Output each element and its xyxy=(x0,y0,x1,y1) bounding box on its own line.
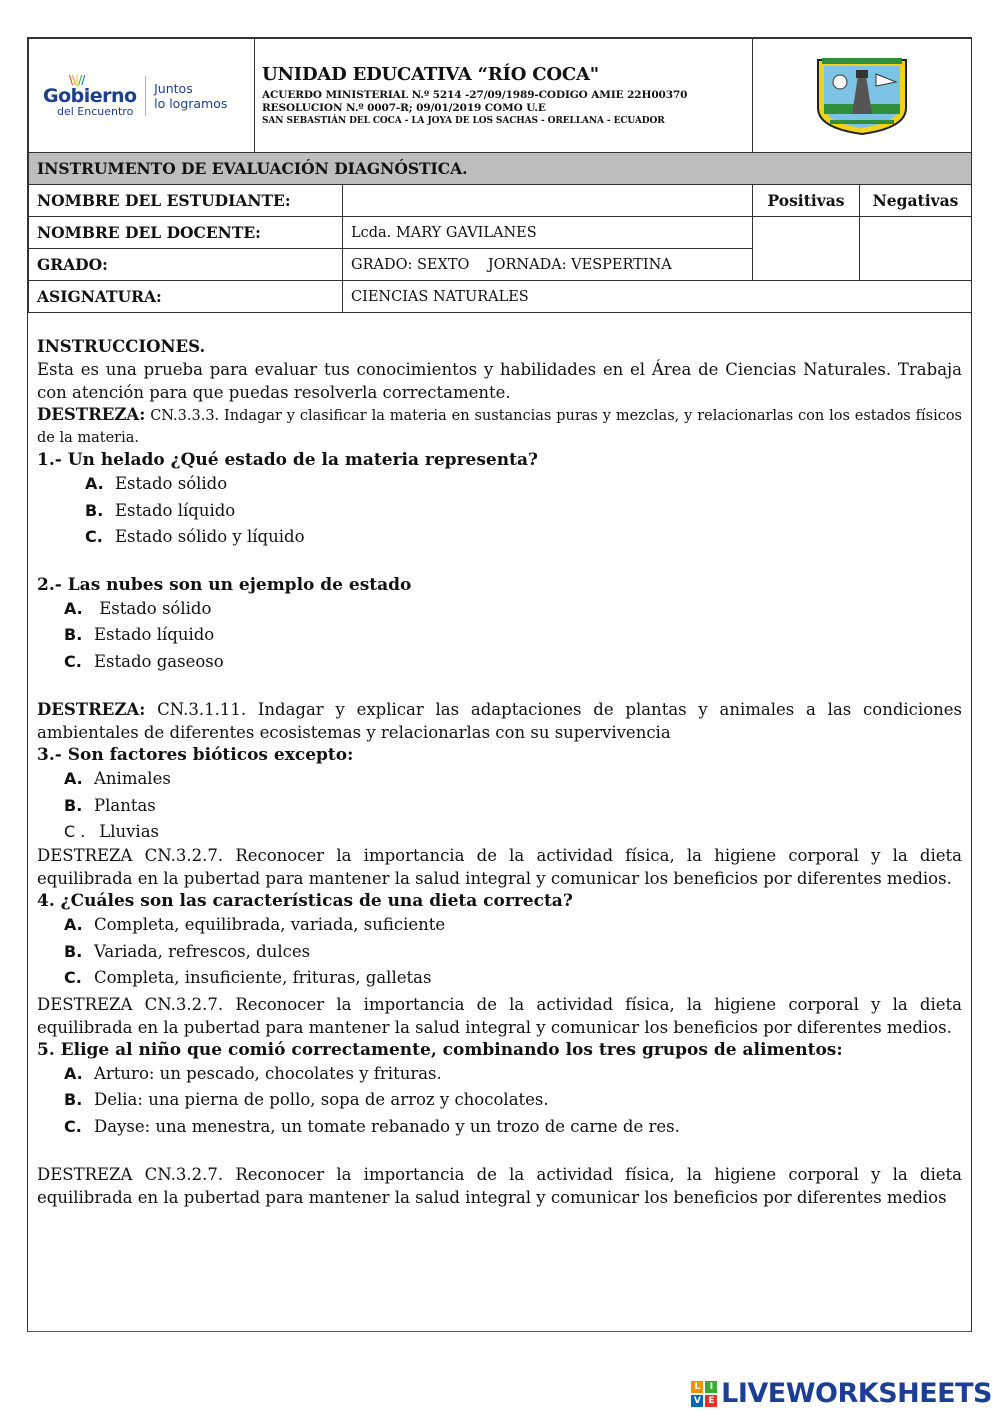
option-text: Plantas xyxy=(94,795,156,815)
gov-word: Gobierno xyxy=(43,84,137,107)
option-letter: B. xyxy=(85,500,104,520)
worksheet xyxy=(27,37,972,1332)
instrument-title: INSTRUMENTO DE EVALUACIÓN DIAGNÓSTICA. xyxy=(29,153,972,185)
option-text: Estado sólido xyxy=(94,598,212,618)
slogan-line-2: lo logramos xyxy=(154,95,228,111)
option-letter: A. xyxy=(64,1063,83,1083)
grade-value: GRADO: SEXTO JORNADA: VESPERTINA xyxy=(343,249,753,281)
q3-option-c[interactable] xyxy=(37,820,962,844)
option-text: Estado líquido xyxy=(94,625,215,644)
subject-label: ASIGNATURA: xyxy=(29,281,343,313)
option-letter: C. xyxy=(64,651,82,671)
negative-score-field[interactable] xyxy=(860,217,972,281)
option-letter: C . xyxy=(64,822,86,841)
destreza-3: DESTREZA CN.3.2.7. Reconocer la importancia de la actividad física, la higiene corporal y la dieta equilibrada en la pubertad para mantener la salud integral y comunicar los beneficios por diferentes medios. xyxy=(37,846,962,888)
logo-block: L xyxy=(691,1381,703,1393)
q4-option-b[interactable] xyxy=(37,940,962,967)
question-5: 5. Elige al niño que comió correctamente, combinando los tres grupos de alimentos: xyxy=(37,1039,843,1060)
destreza-1-text: CN.3.3.3. Indagar y clasificar la materia en sustancias puras y mezclas, y relacionarlas con los estados físicos de la materia. xyxy=(37,408,962,446)
option-letter: A. xyxy=(64,598,83,618)
option-text: Estado gaseoso xyxy=(94,651,224,671)
student-label: NOMBRE DEL ESTUDIANTE: xyxy=(29,185,343,217)
destreza-1 xyxy=(37,404,962,449)
color-rays-icon: \\|// xyxy=(69,72,85,87)
bottom-rule xyxy=(27,1331,972,1332)
logo-block: E xyxy=(705,1395,717,1407)
liveworksheets-watermark xyxy=(691,1378,992,1409)
option-letter: C. xyxy=(85,527,103,546)
option-letter: C. xyxy=(64,1116,82,1136)
instructions-text: Esta es una prueba para evaluar tus conocimientos y habilidades en el Área de Ciencias Naturales. Trabaja con atención para que puedas resolverla correctamente. xyxy=(37,360,962,402)
spacer xyxy=(37,676,962,698)
crest-cell xyxy=(753,39,972,153)
option-text: Variada, refrescos, dulces xyxy=(94,941,311,961)
positive-score-field[interactable] xyxy=(753,217,860,281)
question-1: 1.- Un helado ¿Qué estado de la materia representa? xyxy=(37,450,538,470)
government-logo-cell xyxy=(29,39,255,153)
option-letter: B. xyxy=(64,941,83,961)
destreza-2-text: CN.3.1.11. Indagar y explicar las adaptaciones de plantas y animales a las condiciones ambientales de diferentes ecosistemas y relacionarlas con su supervivencia xyxy=(37,700,962,742)
destreza-2 xyxy=(37,698,962,744)
q4-option-c[interactable] xyxy=(37,966,962,993)
gov-sub: del Encuentro xyxy=(57,104,134,118)
q5-option-c[interactable] xyxy=(37,1115,962,1142)
logo-divider xyxy=(145,76,147,116)
destreza-2-label: DESTREZA: xyxy=(37,700,146,719)
school-resolution: RESOLUCION N.º 0007-R; 09/01/2019 COMO U.E xyxy=(262,101,546,114)
q5-option-a[interactable] xyxy=(37,1062,962,1089)
option-text: Lluvias xyxy=(94,822,160,841)
option-letter: A. xyxy=(85,474,104,493)
grade-label: GRADO: xyxy=(29,249,343,281)
government-logo xyxy=(29,74,254,118)
option-text: Arturo: un pescado, chocolates y frituras. xyxy=(94,1063,442,1083)
watermark-text: LIVEWORKSHEETS xyxy=(721,1378,992,1409)
negative-label: Negativas xyxy=(860,185,972,217)
question-3: 3.- Son factores bióticos excepto: xyxy=(37,745,354,765)
q2-option-c[interactable] xyxy=(37,650,962,677)
q5-option-b[interactable] xyxy=(37,1088,962,1115)
q1-option-b[interactable] xyxy=(37,499,962,526)
q1-option-a[interactable] xyxy=(37,472,962,499)
gov-slogan xyxy=(154,81,227,111)
school-address: SAN SEBASTIÁN DEL COCA - LA JOYA DE LOS SACHAS - ORELLANA - ECUADOR xyxy=(262,115,665,126)
school-title: UNIDAD EDUCATIVA “RÍO COCA" xyxy=(262,63,599,85)
option-letter: B. xyxy=(64,625,83,644)
option-letter: A. xyxy=(64,769,83,788)
school-info-cell xyxy=(255,39,753,153)
slogan-line-1: Juntos xyxy=(154,80,193,96)
liveworksheets-logo-icon xyxy=(691,1381,717,1407)
destreza-4: DESTREZA CN.3.2.7. Reconocer la importancia de la actividad física, la higiene corporal y la dieta equilibrada en la pubertad para mantener la salud integral y comunicar los beneficios por diferentes medios. xyxy=(37,994,962,1037)
q1-option-c[interactable] xyxy=(37,525,962,552)
student-name-field[interactable] xyxy=(343,185,753,217)
header-table xyxy=(28,38,972,313)
question-2: 2.- Las nubes son un ejemplo de estado xyxy=(37,574,412,595)
subject-value: CIENCIAS NATURALES xyxy=(343,281,972,313)
option-letter: B. xyxy=(64,795,83,815)
question-4: 4. ¿Cuáles son las características de una dieta correcta? xyxy=(37,891,573,911)
q3-option-a[interactable] xyxy=(37,767,962,794)
teacher-label: NOMBRE DEL DOCENTE: xyxy=(29,217,343,249)
school-crest-icon xyxy=(812,52,912,136)
option-text: Estado sólido xyxy=(115,474,228,493)
q4-option-a[interactable] xyxy=(37,913,962,940)
option-text: Estado sólido y líquido xyxy=(115,527,305,546)
option-text: Estado líquido xyxy=(115,500,236,520)
option-text: Completa, equilibrada, variada, suficiente xyxy=(94,915,446,934)
test-content xyxy=(28,313,971,1209)
q2-option-a[interactable] xyxy=(37,597,962,624)
option-letter: B. xyxy=(64,1090,83,1109)
option-letter: A. xyxy=(64,915,83,934)
positive-label: Positivas xyxy=(753,185,860,217)
instructions-heading: INSTRUCCIONES. xyxy=(37,337,206,356)
option-text: Animales xyxy=(94,769,171,788)
option-text: Delia: una pierna de pollo, sopa de arroz y chocolates. xyxy=(94,1090,549,1109)
teacher-value: Lcda. MARY GAVILANES xyxy=(343,217,753,249)
school-agreement: ACUERDO MINISTERIAL N.º 5214 -27/09/1989-CODIGO AMIE 22H00370 xyxy=(262,88,688,101)
option-text: Dayse: una menestra, un tomate rebanado y un trozo de carne de res. xyxy=(94,1116,680,1136)
logo-block: I xyxy=(705,1381,717,1393)
q3-option-b[interactable] xyxy=(37,794,962,821)
destreza-1-label: DESTREZA: xyxy=(37,405,146,424)
spacer xyxy=(37,552,962,574)
q2-option-b[interactable] xyxy=(37,623,962,650)
option-letter: C. xyxy=(64,968,82,987)
spacer xyxy=(37,1141,962,1163)
option-text: Completa, insuficiente, frituras, galletas xyxy=(94,968,432,987)
logo-block: V xyxy=(691,1395,703,1407)
destreza-5: DESTREZA CN.3.2.7. Reconocer la importancia de la actividad física, la higiene corporal y la dieta equilibrada en la pubertad para mantener la salud integral y comunicar los beneficios por diferentes medios xyxy=(37,1165,962,1207)
